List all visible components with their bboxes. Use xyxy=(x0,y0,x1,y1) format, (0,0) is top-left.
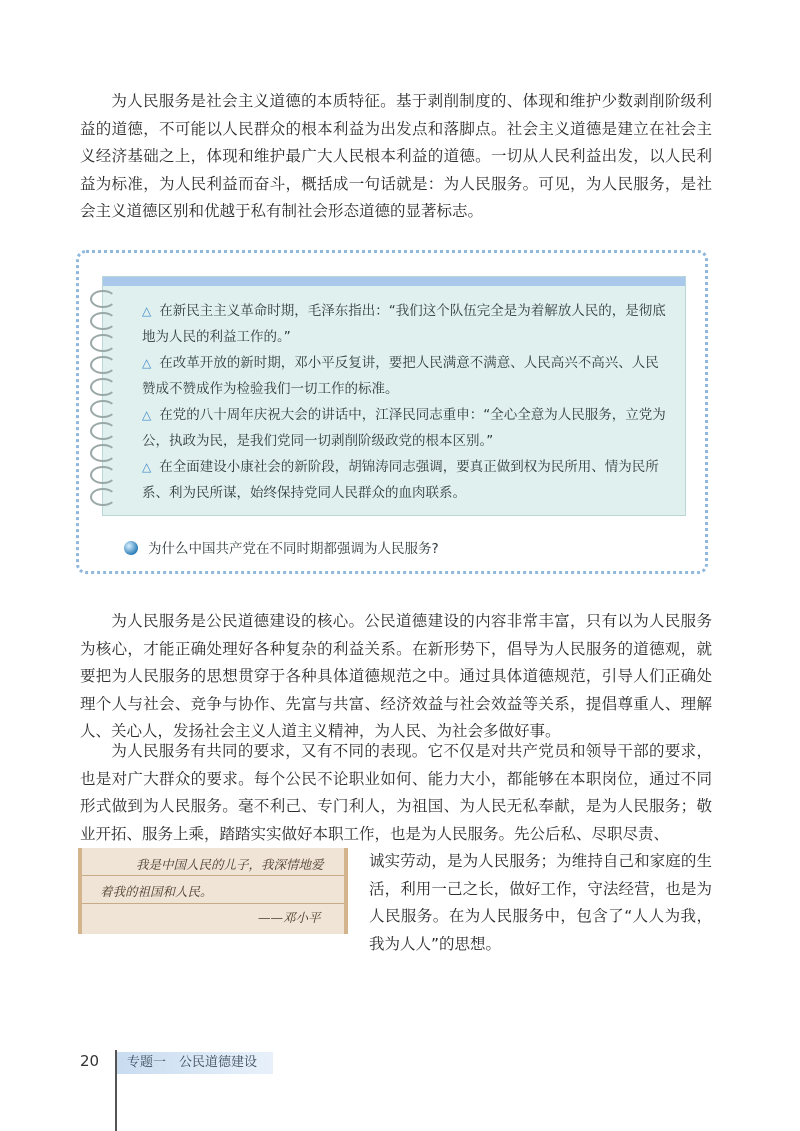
triangle-icon: △ xyxy=(142,408,152,422)
intro-paragraph xyxy=(80,88,712,226)
triangle-icon: △ xyxy=(142,304,152,318)
paragraph-3-continued: 诚实劳动，是为人民服务；为维持自己和家庭的生活，利用一己之长，做好工作，守法经营，也是为人民服务。在为人民服务中，包含了“人人为我，我为人人”的思想。 xyxy=(369,852,712,953)
quote-card-attribution: ——邓小平 xyxy=(258,910,321,925)
spiral-binding-icon xyxy=(90,290,120,510)
paragraph-2-text: 为人民服务是公民道德建设的核心。公民道德建设的内容非常丰富，只有以为人民服务为核心，才能正确处理好各种复杂的利益关系。在新形势下，倡导为人民服务的道德观，就要把为人民服务的思想贯穿于各种具体道德规范之中。通过具体道德规范，引导人们正确处理个人与社会、竞争与协作、先富与共富、经济效益与社会效益等关系，提倡尊重人、理解人、关心人，发扬社会主义人道主义精神，为人民、为社会多做好事。 xyxy=(80,612,712,740)
quote-card-line1: 我是中国人民的儿子，我深情地爱 xyxy=(136,857,324,872)
quote-card-line2: 着我的祖国和人民。 xyxy=(100,884,213,899)
paragraph-3-text: 为人民服务有共同的要求，又有不同的表现。它不仅是对共产党员和领导干部的要求，也是对广大群众的要求。每个公民不论职业如何、能力大小，都能够在本职岗位，通过不同形式做到为人民服务。毫不利己、专门利人，为祖国、为人民无私奉献，是为人民服务；敬业开拓、服务上乘，踏踏实实做好本职工作，也是为人民服务。先公后私、尽职尽责、 xyxy=(80,742,712,843)
discussion-question xyxy=(124,537,439,557)
quote-item: △ 在党的八十周年庆祝大会的讲话中，江泽民同志重申：“全心全意为人民服务，立党为公，执政为民，是我们党同一切剥削阶级政党的根本区别。” xyxy=(142,407,666,449)
intro-text: 为人民服务是社会主义道德的本质特征。基于剥削制度的、体现和维护少数剥削阶级利益的道德，不可能以人民群众的根本利益为出发点和落脚点。社会主义道德是建立在社会主义经济基础之上，体现和维护最广大人民根本利益的道德。一切从人民利益出发，以人民利益为标准，为人民利益而奋斗，概括成一句话就是：为人民服务。可见，为人民服务，是社会主义道德区别和优越于私有制社会形态道德的显著标志。 xyxy=(80,92,712,220)
notebook-top-bar xyxy=(103,277,685,286)
paragraph-2 xyxy=(80,608,712,746)
quote-card xyxy=(78,848,348,934)
section-label: 专题一 公民道德建设 xyxy=(117,1052,273,1074)
page-number: 20 xyxy=(80,1052,100,1070)
quote-item: △ 在全面建设小康社会的新阶段，胡锦涛同志强调，要真正做到权为民所用、情为民所系、利为民所谋，始终保持党同人民群众的血肉联系。 xyxy=(142,459,659,501)
callout-quotes xyxy=(142,298,670,506)
triangle-icon: △ xyxy=(142,356,152,370)
question-text: 为什么中国共产党在不同时期都强调为人民服务? xyxy=(148,541,439,557)
paragraph-3 xyxy=(80,738,712,848)
globe-bullet-icon xyxy=(124,541,138,555)
quote-item: △ 在新民主主义革命时期，毛泽东指出：“我们这个队伍完全是为着解放人民的，是彻底地为人民的利益工作的。” xyxy=(142,303,666,345)
quote-item: △ 在改革开放的新时期，邓小平反复讲，要把人民满意不满意、人民高兴不高兴、人民赞成不赞成作为检验我们一切工作的标准。 xyxy=(142,355,659,397)
triangle-icon: △ xyxy=(142,460,152,474)
